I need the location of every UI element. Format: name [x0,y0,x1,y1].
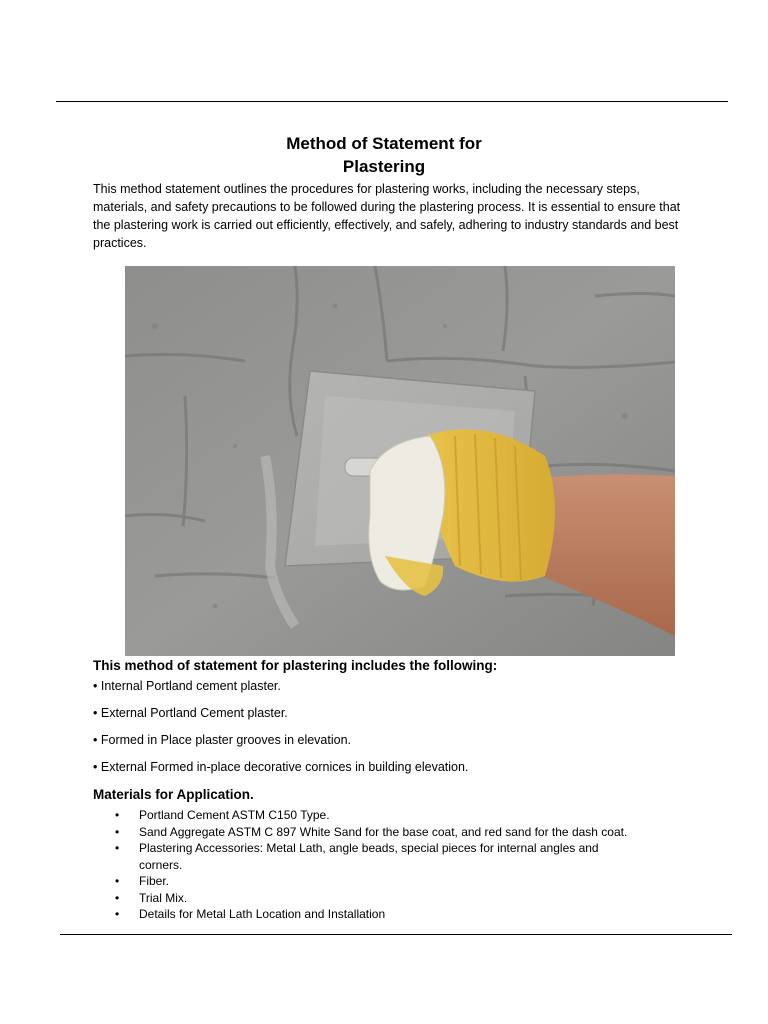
list-item [113,807,703,824]
list-item-text: Formed in Place plaster grooves in elevation. [100,733,352,747]
list-item-text: External Portland Cement plaster. [100,706,288,720]
list-item [113,890,703,907]
intro-paragraph: This method statement outlines the procedures for plastering works, including the necessary steps, materials, and safety precautions to be followed during the plastering process. It is essential to ensure that the plastering work is carried out efficiently, effectively, and safely, adhering to industry standards and best practices. [93,182,681,250]
bullet: • [93,679,98,693]
includes-list [93,677,693,785]
bullet: • [93,706,98,720]
page-title [180,132,588,178]
bullet: • [93,733,98,747]
list-item [93,731,693,749]
bullet: • [115,907,120,921]
list-item-text: Portland Cement ASTM C150 Type. [139,808,330,822]
list-item [113,873,703,890]
list-item-text: External Formed in-place decorative cornices in building elevation. [100,760,469,774]
list-item [113,840,609,873]
list-item-text: Internal Portland cement plaster. [100,679,281,693]
plastering-photo [125,266,675,656]
plastering-photo-illustration [125,266,675,656]
list-item-text: Trial Mix. [139,890,188,905]
materials-list [113,807,703,923]
list-item-text: Plastering Accessories: Metal Lath, angle beads, special pieces for internal angles and corners. [139,841,599,872]
bullet: • [115,890,120,905]
list-item [93,677,693,695]
list-item [93,758,693,776]
bullet: • [93,760,98,774]
section-heading-includes: This method of statement for plastering includes the following: [93,658,498,673]
bottom-divider [60,934,732,935]
bullet: • [115,808,120,822]
top-divider [56,101,728,102]
list-item-text: Sand Aggregate ASTM C 897 White Sand for the base coat, and red sand for the dash coat. [139,824,628,839]
list-item-text: Fiber. [139,874,170,888]
list-item [113,906,703,923]
bullet: • [115,874,120,888]
title-line-2: Plastering [342,157,426,176]
list-item-text: Details for Metal Lath Location and Installation [139,907,386,921]
title-line-1: Method of Statement for [286,134,482,153]
list-item [93,704,693,722]
bullet: • [115,824,120,839]
section-heading-materials: Materials for Application. [93,787,254,802]
bullet: • [115,841,120,855]
list-item [113,824,703,841]
